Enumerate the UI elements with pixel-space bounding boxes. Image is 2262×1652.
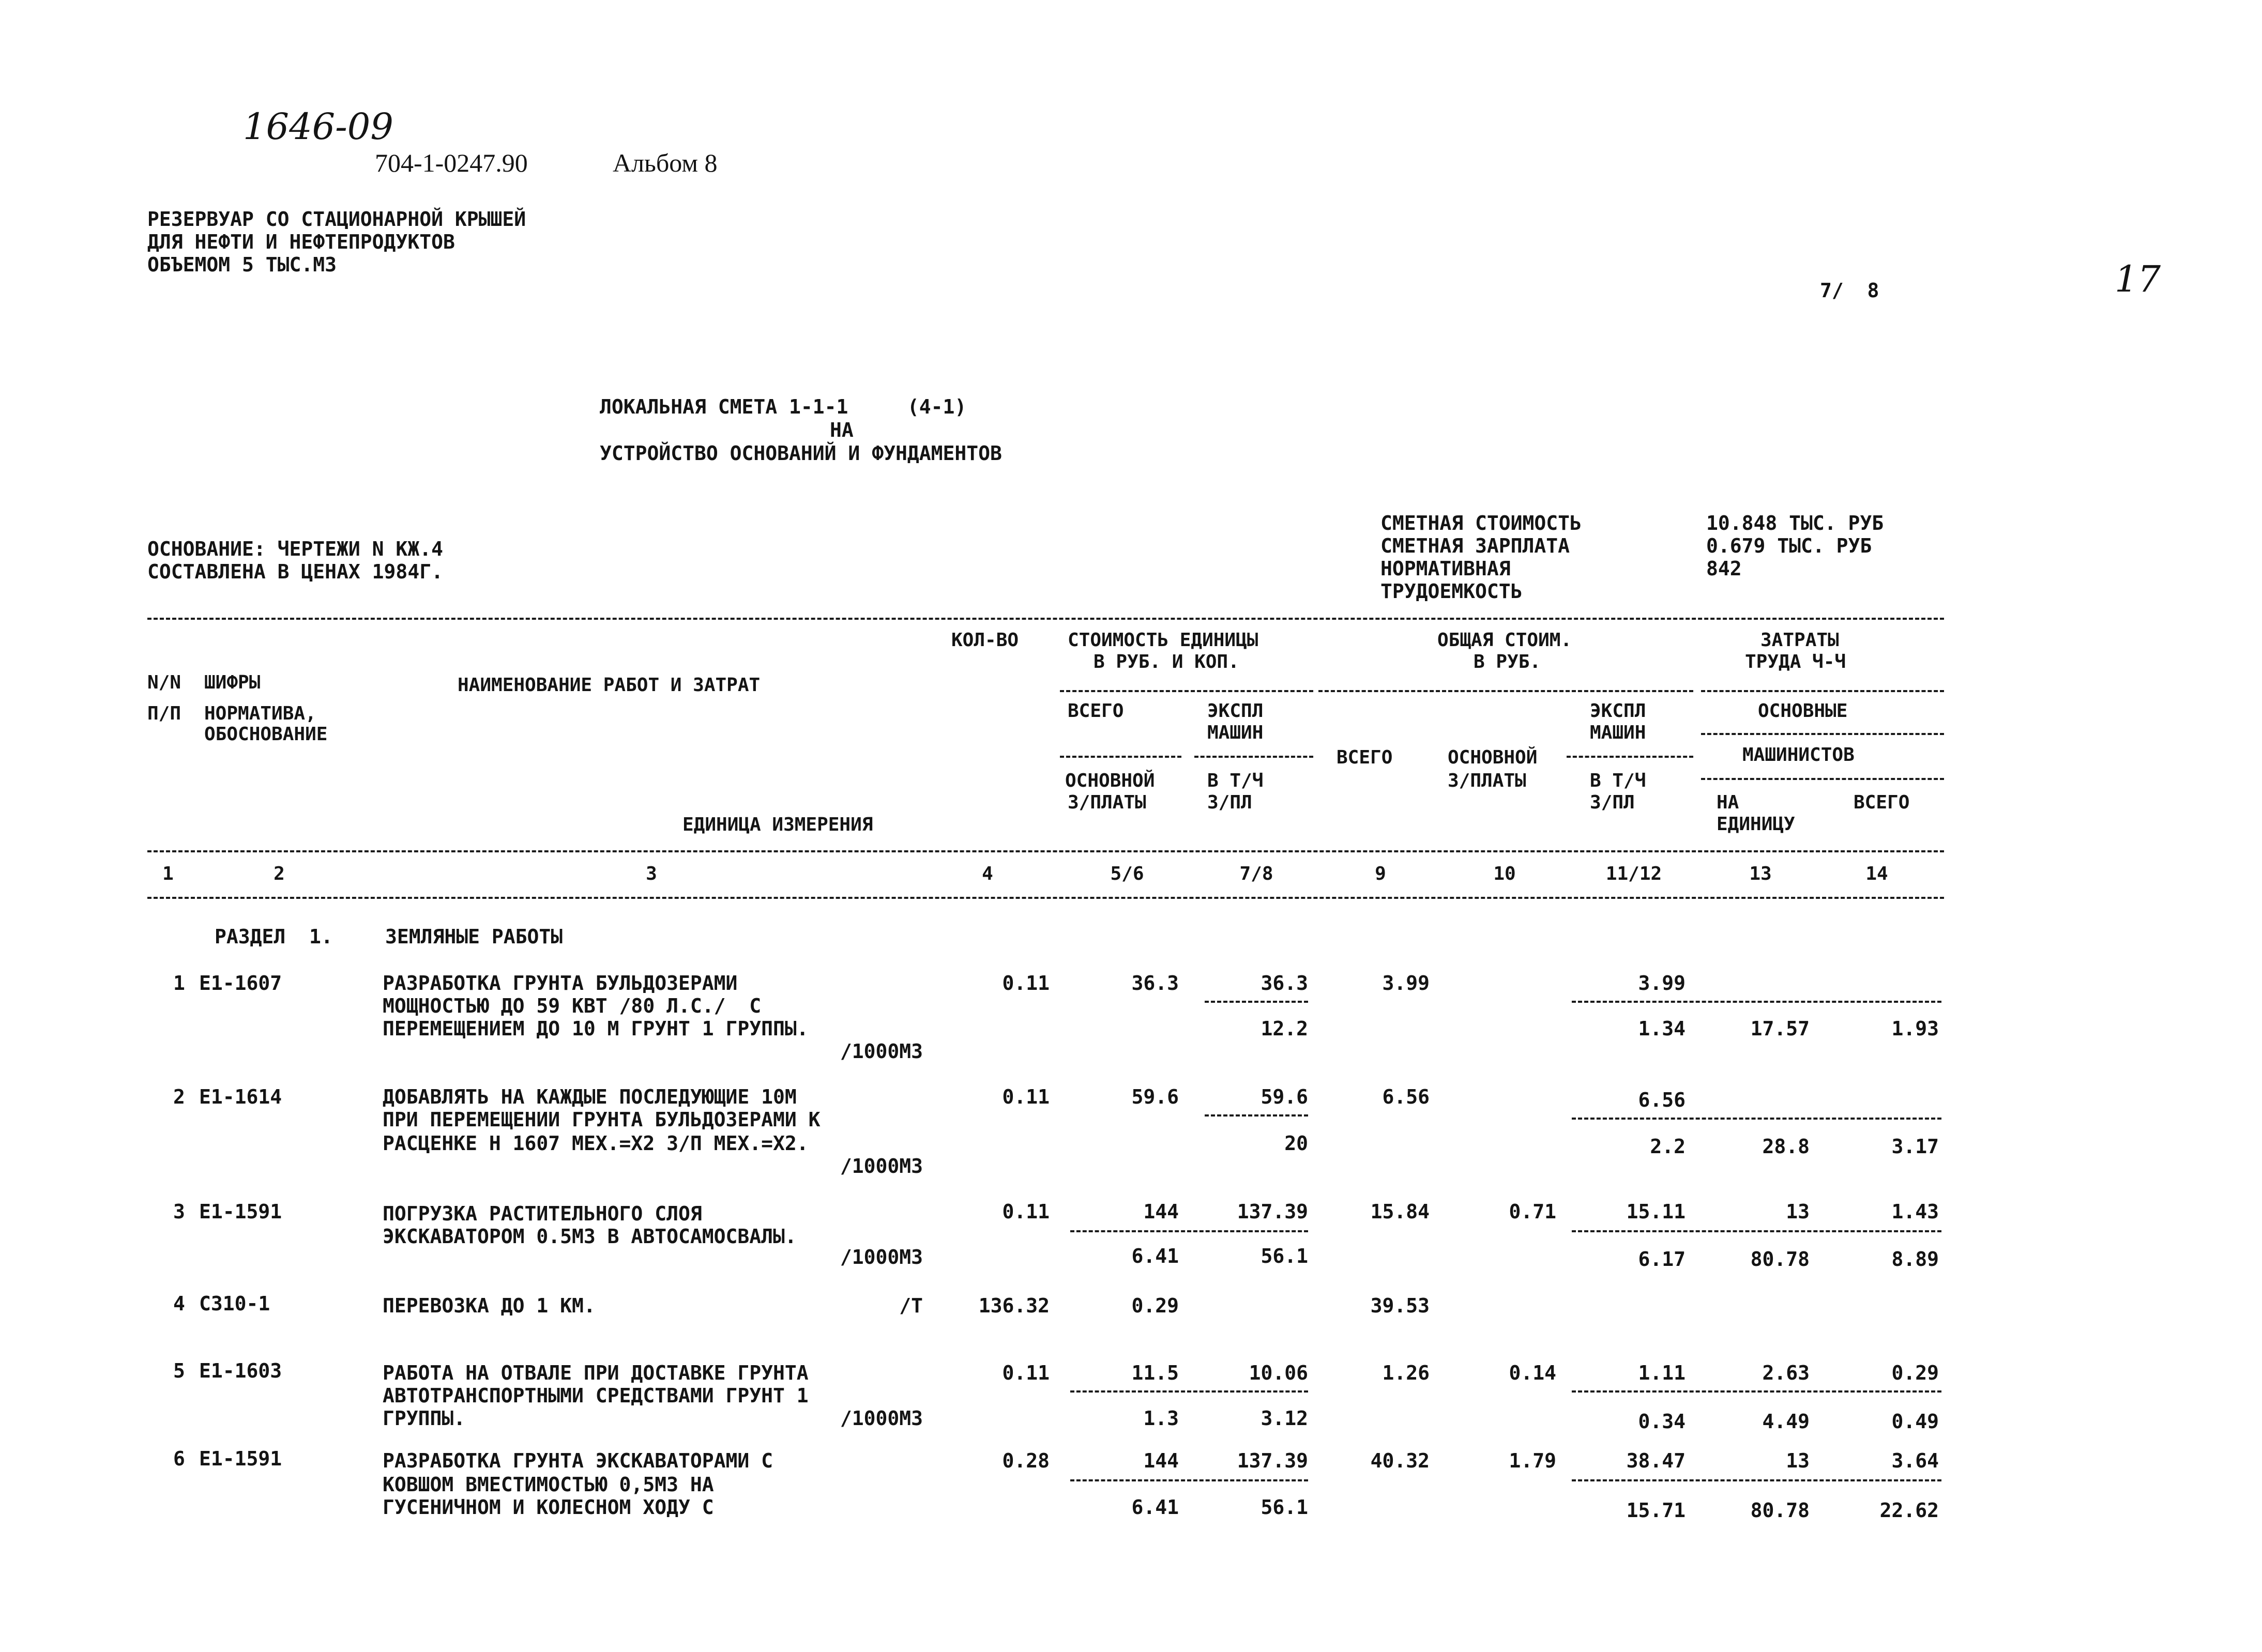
- row-2-code: Е1-1614: [199, 1085, 282, 1108]
- row-4-unit: /Т: [899, 1294, 923, 1317]
- row-2-c11: 6.56: [1638, 1089, 1686, 1111]
- row-3-num: 3: [173, 1200, 185, 1223]
- header-nn: N/N: [147, 672, 181, 693]
- row-1-c8: 12.2: [1261, 1017, 1308, 1040]
- header-total-ekspl: ЭКСПЛ: [1590, 700, 1646, 722]
- row-5-code: Е1-1603: [199, 1359, 282, 1382]
- header-unit-vtch: В Т/Ч: [1207, 770, 1264, 791]
- row-6-c10: 1.79: [1509, 1449, 1556, 1472]
- header-code-3: ОБОСНОВАНИЕ: [204, 724, 328, 745]
- section-name: ЗЕМЛЯНЫЕ РАБОТЫ: [385, 925, 563, 948]
- row-1-line-2: МОЩНОСТЬЮ ДО 59 КВТ /80 Л.С./ С: [383, 995, 762, 1017]
- row-2-line-1: ДОБАВЛЯТЬ НА КАЖДЫЕ ПОСЛЕДУЮЩИЕ 10М: [383, 1085, 797, 1108]
- row-3-c5: 144: [1143, 1200, 1179, 1223]
- section-label: РАЗДЕЛ 1.: [215, 925, 333, 948]
- colnum-1: 1: [162, 863, 174, 884]
- row-2-underline: [1572, 1118, 1941, 1120]
- row-3-c6: 6.41: [1131, 1245, 1179, 1267]
- row-3-underline: [1572, 1230, 1941, 1232]
- row-2-c12: 2.2: [1650, 1135, 1686, 1158]
- colnum-2: 2: [274, 863, 285, 884]
- row-2-qty: 0.11: [1002, 1085, 1050, 1108]
- row-5-c8: 3.12: [1261, 1407, 1308, 1430]
- row-5-line-1: РАБОТА НА ОТВАЛЕ ПРИ ДОСТАВКЕ ГРУНТА: [383, 1362, 809, 1384]
- header-bottom-rule: [147, 850, 1944, 852]
- labor-value: 842: [1706, 557, 1742, 580]
- row-4-code: С310-1: [199, 1292, 270, 1315]
- title-line-1: ЛОКАЛЬНАЯ СМЕТА 1-1-1 (4-1): [600, 395, 967, 418]
- header-top-rule: [147, 618, 1944, 620]
- row-3-c7: 137.39: [1237, 1200, 1308, 1223]
- header-unit-vsego: ВСЕГО: [1068, 700, 1124, 722]
- header-code-1: ШИФРЫ: [204, 672, 261, 693]
- row-6-c6: 6.41: [1131, 1496, 1179, 1519]
- row-6-c14: 3.64: [1891, 1449, 1939, 1472]
- row-1-line-3: ПЕРЕМЕЩЕНИЕМ ДО 10 М ГРУНТ 1 ГРУППЫ.: [383, 1017, 809, 1040]
- row-2-c8: 20: [1284, 1132, 1308, 1155]
- header-total-2: В РУБ.: [1474, 651, 1541, 672]
- basis-line-1: ОСНОВАНИЕ: ЧЕРТЕЖИ N КЖ.4: [147, 538, 443, 560]
- row-5-c12: 0.34: [1638, 1410, 1686, 1433]
- row-1-c13: 17.57: [1750, 1017, 1810, 1040]
- row-5-c5: 11.5: [1131, 1362, 1179, 1384]
- row-5-c14b: 0.49: [1891, 1410, 1939, 1433]
- row-3-unit: /1000М3: [840, 1246, 923, 1268]
- header-unit-osnovnoi: ОСНОВНОЙ: [1065, 770, 1155, 791]
- row-3-c14: 1.43: [1891, 1200, 1939, 1223]
- row-2-line-2: ПРИ ПЕРЕМЕЩЕНИИ ГРУНТА БУЛЬДОЗЕРАМИ К: [383, 1108, 821, 1131]
- labor-split-rule: [1701, 690, 1944, 692]
- row-3-c12: 6.17: [1638, 1248, 1686, 1271]
- total-split-rule: [1318, 690, 1693, 692]
- row-6-line-2: КОВШОМ ВМЕСТИМОСТЬЮ 0,5М3 НА: [383, 1473, 714, 1496]
- album-label: Альбом 8: [613, 148, 718, 177]
- row-2-c14: 3.17: [1891, 1135, 1939, 1158]
- row-2-num: 2: [173, 1085, 185, 1108]
- header-name: НАИМЕНОВАНИЕ РАБОТ И ЗАТРАТ: [458, 675, 761, 696]
- labor-split-rule-2: [1701, 733, 1944, 735]
- header-total-vtch: В Т/Ч: [1590, 770, 1646, 791]
- row-3-c9: 15.84: [1370, 1200, 1430, 1223]
- row-6-qty: 0.28: [1002, 1449, 1050, 1472]
- cost-value: 10.848 ТЫС. РУБ: [1706, 512, 1884, 534]
- header-labor-edinicu: ЕДИНИЦУ: [1717, 814, 1795, 835]
- row-3-c8: 56.1: [1261, 1245, 1308, 1267]
- row-2-c13: 28.8: [1762, 1135, 1810, 1158]
- row-6-c8: 56.1: [1261, 1496, 1308, 1519]
- row-6-c7: 137.39: [1237, 1449, 1308, 1472]
- total-sub-rule: [1567, 756, 1693, 758]
- row-1-qty: 0.11: [1002, 972, 1050, 995]
- row-3-line-1: ПОГРУЗКА РАСТИТЕЛЬНОГО СЛОЯ: [383, 1202, 702, 1225]
- header-total-1: ОБЩАЯ СТОИМ.: [1437, 630, 1572, 651]
- project-code: 704-1-0247.90: [375, 148, 528, 177]
- object-line-2: ДЛЯ НЕФТИ И НЕФТЕПРОДУКТОВ: [147, 231, 455, 253]
- row-5-c9: 1.26: [1382, 1362, 1430, 1384]
- header-unit-zpl: З/ПЛ: [1207, 792, 1252, 813]
- row-5-c11: 1.11: [1638, 1362, 1686, 1384]
- row-2-c9: 6.56: [1382, 1085, 1430, 1108]
- row-6-code: Е1-1591: [199, 1447, 282, 1470]
- colnum-7: 9: [1375, 863, 1386, 884]
- row-5-line-2: АВТОТРАНСПОРТНЫМИ СРЕДСТВАМИ ГРУНТ 1: [383, 1384, 809, 1407]
- colnum-3: 3: [646, 863, 657, 884]
- row-1-c7: 36.3: [1261, 972, 1308, 995]
- row-5-unit-underline: [1070, 1390, 1308, 1393]
- row-5-c13b: 4.49: [1762, 1410, 1810, 1433]
- colnum-10: 13: [1749, 863, 1772, 884]
- colnum-6: 7/8: [1239, 863, 1273, 884]
- colnum-4: 4: [982, 863, 993, 884]
- row-3-qty: 0.11: [1002, 1200, 1050, 1223]
- header-total-mashin: МАШИН: [1590, 722, 1646, 743]
- row-5-c14: 0.29: [1891, 1362, 1939, 1384]
- row-2-c7-underline: [1205, 1114, 1308, 1116]
- row-5-c13: 2.63: [1762, 1362, 1810, 1384]
- header-total-osnovnoi: ОСНОВНОЙ: [1448, 747, 1538, 768]
- row-6-line-3: ГУСЕНИЧНОМ И КОЛЕСНОМ ХОДУ С: [383, 1496, 714, 1519]
- row-6-c14b: 22.62: [1879, 1499, 1939, 1522]
- colnum-bottom-rule: [147, 897, 1944, 899]
- row-5-c10: 0.14: [1509, 1362, 1556, 1384]
- wage-label: СМЕТНАЯ ЗАРПЛАТА: [1380, 534, 1570, 557]
- header-labor-mashinistov: МАШИНИСТОВ: [1742, 744, 1855, 766]
- row-1-c12: 1.34: [1638, 1017, 1686, 1040]
- title-line-2: НА: [830, 419, 854, 441]
- row-1-c11: 3.99: [1638, 972, 1686, 995]
- row-6-line-1: РАЗРАБОТКА ГРУНТА ЭКСКАВАТОРАМИ С: [383, 1449, 773, 1472]
- row-3-c14b: 8.89: [1891, 1248, 1939, 1271]
- unitcost-sub-rule-1: [1060, 756, 1181, 758]
- colnum-11: 14: [1865, 863, 1888, 884]
- row-1-c14: 1.93: [1891, 1017, 1939, 1040]
- header-unitcost-1: СТОИМОСТЬ ЕДИНИЦЫ: [1068, 630, 1258, 651]
- row-6-c12: 15.71: [1626, 1499, 1686, 1522]
- row-5-line-3: ГРУППЫ.: [383, 1407, 466, 1430]
- row-3-c11: 15.11: [1626, 1200, 1686, 1223]
- header-unit: ЕДИНИЦА ИЗМЕРЕНИЯ: [682, 814, 873, 835]
- row-4-num: 4: [173, 1292, 185, 1315]
- row-2-line-3: РАСЦЕНКЕ Н 1607 МЕХ.=Х2 З/П МЕХ.=Х2.: [383, 1132, 809, 1155]
- header-total-zpl: З/ПЛ: [1590, 792, 1635, 813]
- row-2-c5: 59.6: [1131, 1085, 1179, 1108]
- row-1-num: 1: [173, 972, 185, 995]
- row-3-c13b: 80.78: [1750, 1248, 1810, 1271]
- colnum-8: 10: [1493, 863, 1516, 884]
- wage-value: 0.679 ТЫС. РУБ: [1706, 534, 1872, 557]
- unitcost-sub-rule-2: [1194, 756, 1313, 758]
- header-labor-osnovnye: ОСНОВНЫЕ: [1758, 700, 1848, 722]
- row-4-qty: 136.32: [978, 1294, 1050, 1317]
- row-5-num: 5: [173, 1359, 185, 1382]
- row-3-code: Е1-1591: [199, 1200, 282, 1223]
- row-1-underline: [1572, 1001, 1941, 1003]
- row-3-unit-underline: [1070, 1230, 1308, 1232]
- row-2-unit: /1000М3: [840, 1155, 923, 1177]
- row-6-c13: 13: [1786, 1449, 1810, 1472]
- row-1-code: Е1-1607: [199, 972, 282, 995]
- row-3-c10: 0.71: [1509, 1200, 1556, 1223]
- header-pp: П/П: [147, 703, 181, 724]
- row-5-qty: 0.11: [1002, 1362, 1050, 1384]
- title-line-3: УСТРОЙСТВО ОСНОВАНИЙ И ФУНДАМЕНТОВ: [600, 442, 1002, 465]
- header-code-2: НОРМАТИВА,: [204, 703, 316, 724]
- header-labor-1: ЗАТРАТЫ: [1760, 630, 1839, 651]
- row-1-c7-underline: [1205, 1001, 1308, 1003]
- handwritten-number: 1646-09: [243, 105, 393, 148]
- row-4-c9: 39.53: [1370, 1294, 1430, 1317]
- labor-split-rule-3: [1701, 778, 1944, 780]
- row-4-c5: 0.29: [1131, 1294, 1179, 1317]
- object-line-1: РЕЗЕРВУАР СО СТАЦИОНАРНОЙ КРЫШЕЙ: [147, 208, 526, 231]
- sheet-number: 7/ 8: [1820, 279, 1879, 302]
- basis-line-2: СОСТАВЛЕНА В ЦЕНАХ 1984Г.: [147, 560, 443, 583]
- colnum-5: 5/6: [1110, 863, 1144, 884]
- row-6-c9: 40.32: [1370, 1449, 1430, 1472]
- colnum-9: 11/12: [1605, 863, 1662, 884]
- header-unitcost-2: В РУБ. И КОП.: [1094, 651, 1239, 672]
- cost-label: СМЕТНАЯ СТОИМОСТЬ: [1380, 512, 1582, 534]
- row-1-line-1: РАЗРАБОТКА ГРУНТА БУЛЬДОЗЕРАМИ: [383, 972, 738, 995]
- header-unit-mashin: МАШИН: [1207, 722, 1264, 743]
- object-line-3: ОБЪЕМОМ 5 ТЫС.М3: [147, 253, 337, 276]
- header-qty: КОЛ-ВО: [951, 630, 1019, 651]
- header-unit-ekspl: ЭКСПЛ: [1207, 700, 1264, 722]
- header-labor-na: НА: [1717, 792, 1739, 813]
- header-total-zplaty: З/ПЛАТЫ: [1448, 770, 1526, 791]
- row-2-c7: 59.6: [1261, 1085, 1308, 1108]
- row-3-line-2: ЭКСКАВАТОРОМ 0.5М3 В АВТОСАМОСВАЛЫ.: [383, 1225, 797, 1248]
- page-number: 17: [2115, 258, 2161, 300]
- labor-label-1: НОРМАТИВНАЯ: [1380, 557, 1511, 580]
- row-1-unit: /1000М3: [840, 1040, 923, 1063]
- row-6-num: 6: [173, 1447, 185, 1470]
- row-5-unit: /1000М3: [840, 1407, 923, 1430]
- row-4-line-1: ПЕРЕВОЗКА ДО 1 КМ.: [383, 1294, 596, 1317]
- row-5-underline: [1572, 1390, 1941, 1393]
- header-total-vsego: ВСЕГО: [1337, 747, 1393, 768]
- row-6-unit-underline: [1070, 1479, 1308, 1481]
- row-6-c5: 144: [1143, 1449, 1179, 1472]
- row-6-c11: 38.47: [1626, 1449, 1686, 1472]
- header-unit-zplaty: З/ПЛАТЫ: [1068, 792, 1146, 813]
- row-5-c6: 1.3: [1143, 1407, 1179, 1430]
- row-6-underline: [1572, 1479, 1941, 1481]
- labor-label-2: ТРУДОЕМКОСТЬ: [1380, 580, 1523, 603]
- header-labor-2: ТРУДА Ч-Ч: [1745, 651, 1846, 672]
- row-3-c13: 13: [1786, 1200, 1810, 1223]
- row-1-c9: 3.99: [1382, 972, 1430, 995]
- header-labor-vsego: ВСЕГО: [1854, 792, 1910, 813]
- unitcost-split-rule: [1060, 690, 1313, 692]
- row-6-c13b: 80.78: [1750, 1499, 1810, 1522]
- row-5-c7: 10.06: [1249, 1362, 1308, 1384]
- row-1-c5: 36.3: [1131, 972, 1179, 995]
